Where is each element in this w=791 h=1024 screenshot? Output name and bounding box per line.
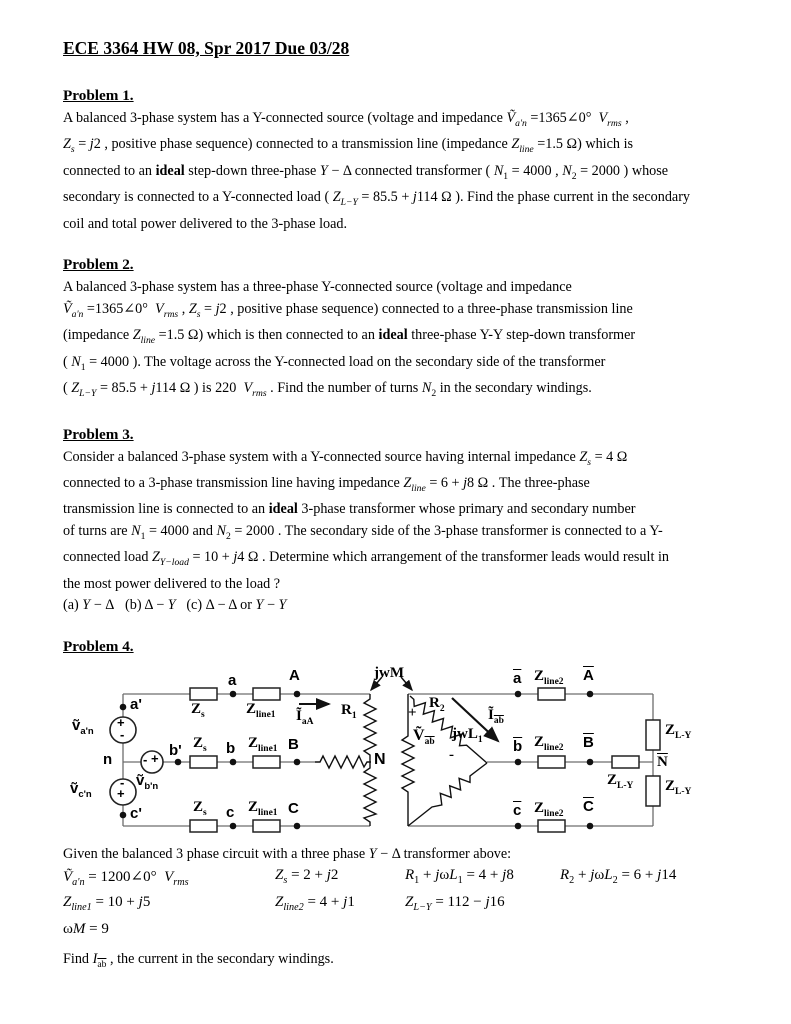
- node-c-prime: [120, 812, 127, 819]
- problem-3-options: (a) Y − Δ (b) Δ − Y (c) Δ − Δ or Y − Y: [63, 597, 287, 614]
- label-zline1-a: $Z_{line1}$: [246, 701, 276, 721]
- given-section: [63, 844, 763, 975]
- label-node-c: c: [226, 804, 235, 822]
- label-vab: Ṽ$_{\overline{ab}}$: [413, 727, 435, 748]
- eq-r2-jwl2: $R_2 + j\omega L_2 = 6 + j14$: [560, 866, 677, 886]
- eq-source-voltage: Ṽ$_{a'n}$ = 1200∠0° $V_{rms}$: [63, 868, 189, 888]
- zly-box-bottom: [646, 776, 660, 806]
- zs-box-a: [190, 688, 217, 700]
- label-current-iaA: $Ĩ_{aA}$: [296, 708, 314, 728]
- label-vcn-minus: -: [120, 775, 125, 791]
- node-a-prime: [120, 704, 127, 711]
- label-van: ṽ$_{a'n}$: [72, 717, 94, 738]
- label-vcn-plus: +: [117, 786, 125, 802]
- zs-box-c: [190, 820, 217, 832]
- label-current-iab: $Ĩ_{\overline{ab}}$: [488, 707, 504, 727]
- secondary-winding-lower: [408, 763, 487, 826]
- label-node-bbar: $\overline{b}$: [513, 738, 523, 756]
- given-intro: Given the balanced 3 phase circuit with a three phase Y − Δ transformer above:: [63, 846, 512, 863]
- given-equations-row-2: [63, 893, 763, 920]
- label-zly-mid: $Z_{L-Y}$: [607, 772, 634, 792]
- label-jwl1: jwL$_1$: [452, 726, 483, 746]
- label-van-plus: +: [117, 715, 125, 731]
- label-node-b: b: [226, 740, 236, 758]
- eq-zline2: $Z_{line2} = 4 + j1$: [275, 893, 355, 913]
- node-Bbar: [587, 759, 594, 766]
- node-abar: [515, 691, 522, 698]
- problem-4-heading: Problem 4.: [63, 638, 134, 656]
- label-N: N: [374, 751, 386, 769]
- primary-winding-mid: [315, 756, 371, 768]
- label-node-A: A: [289, 667, 300, 685]
- label-vbn: ṽ$_{b'n}$: [136, 772, 159, 793]
- zline1-box-c: [253, 820, 280, 832]
- problem-2: [63, 256, 763, 404]
- node-a: [230, 691, 237, 698]
- circuit-diagram: [0, 664, 791, 842]
- label-zline1-b: $Z_{line1}$: [248, 735, 278, 755]
- zline2-box-b: [538, 756, 565, 768]
- node-cbar: [515, 823, 522, 830]
- label-b-prime: b': [169, 742, 182, 760]
- label-node-B: B: [288, 736, 299, 754]
- label-vbn-plus: +: [151, 751, 159, 767]
- label-node-Nbar: $\overline{N}$: [657, 754, 668, 771]
- secondary-bottom-wire: [408, 806, 653, 826]
- label-zs-a: $Z_s$: [191, 701, 205, 721]
- given-equations-row-3: [63, 920, 763, 947]
- primary-winding-lower: [364, 762, 376, 826]
- problem-1-heading: Problem 1.: [63, 87, 134, 104]
- problem-3: [63, 426, 763, 617]
- label-n: n: [103, 751, 113, 769]
- eq-r1-jwl1: $R_1 + j\omega L_1 = 4 + j8$: [405, 866, 514, 886]
- label-a-prime: a': [130, 696, 142, 714]
- label-r1: $R_1$: [341, 702, 357, 722]
- label-zs-c: $Z_s$: [193, 799, 207, 819]
- zline2-box-c: [538, 820, 565, 832]
- problem-4: [63, 638, 763, 975]
- eq-zs: $Z_s = 2 + j2$: [275, 866, 339, 886]
- label-vcn: ṽ$_{c'n}$: [70, 780, 92, 801]
- label-vab-plus: +: [408, 705, 417, 722]
- eq-wm: ωM = 9: [63, 920, 109, 937]
- label-zline1-c: $Z_{line1}$: [248, 799, 278, 819]
- node-b-prime: [175, 759, 182, 766]
- problem-3-heading: Problem 3.: [63, 425, 134, 443]
- label-zly-bottom: $Z_{L-Y}$: [665, 778, 692, 798]
- problem-2-heading: Problem 2.: [63, 256, 134, 274]
- label-node-cbar: $\overline{c}$: [513, 802, 522, 820]
- label-zline2-c: $Z_{line2}$: [534, 800, 564, 820]
- zline1-box-b: [253, 756, 280, 768]
- node-C: [294, 823, 301, 830]
- label-van-minus: -: [120, 727, 125, 743]
- zline2-box-a: [538, 688, 565, 700]
- problem-2-body: A balanced 3-phase system has a three-phase Y-connected source (voltage and impedance Ṽ$_{a'n}$ =1365∠0° $V_{rms}$ , $Z_s = j2$ , positive phase sequence) connected to a three-phase transmission line (impedance $Z_{line} =1.5$ Ω) which is then connected to an ideal three-phase Y-Y step-down transformer ( $N_1 = 4000$ ). The voltage across the Y-connected load on the secondary side of the transformer ( $Z_{L-Y} = 85.5 + j114$ Ω ) is 220 $V_{rms}$ . Find the number of turns $N_2$ in the secondary windings.: [63, 279, 636, 399]
- zly-box-top: [646, 720, 660, 750]
- eq-zline1: $Z_{line1} = 10 + j5$: [63, 893, 151, 913]
- problem-1-body: A balanced 3-phase system has a Y-connected source (voltage and impedance Ṽ$_{a'n}$ =1365∠0° $V_{rms}$ , $Z_s = j2$ , positive phase sequence) connected to a transmission line (impedance $Z_{line} =1.5$ Ω) which is connected to an ideal step-down three-phase Y − Δ connected transformer ( $N_1 = 4000$ , $N_2 = 2000$ ) whose secondary is connected to a Y-connected load ( $Z_{L-Y} = 85.5 + j114$ Ω ). Find the phase current in the secondary coil and total power delivered to the 3-phase load.: [63, 110, 691, 232]
- label-node-Abar: $\overline{A}$: [583, 667, 594, 685]
- zline1-box-a: [253, 688, 280, 700]
- label-node-abar: $\overline{a}$: [513, 670, 522, 688]
- label-jwm: jwM: [374, 665, 404, 682]
- label-vab-minus: -: [449, 747, 454, 764]
- find-statement: Find $I_{\overline{ab}}$ , the current in the secondary windings.: [63, 950, 334, 970]
- zs-box-b: [190, 756, 217, 768]
- node-A: [294, 691, 301, 698]
- zly-box-mid: [612, 756, 639, 768]
- label-zly-top: $Z_{L-Y}$: [665, 722, 692, 742]
- node-b: [230, 759, 237, 766]
- circuit-svg: [0, 664, 791, 842]
- problem-3-body: Consider a balanced 3-phase system with a Y-connected source having internal impedance $Z_s = 4$ Ω connected to a 3-phase transmission line having impedance $Z_{line} = 6 + j8$ Ω . The three-phase transmission line is connected to an ideal 3-phase transformer whose primary and secondary number of turns are $N_1 = 4000$ and $N_2 = 2000$ . The secondary side of the 3-phase transformer is connected to a Y- connected load $Z_{Y-load} = 10 + j4$ Ω . Determine which arrangement of the transformer leads would result in the most power delivered to the load ?: [63, 448, 669, 592]
- node-Abar: [587, 691, 594, 698]
- label-zline2-b: $Z_{line2}$: [534, 734, 564, 754]
- label-node-Bbar: $\overline{B}$: [583, 734, 594, 752]
- node-bbar: [515, 759, 522, 766]
- given-equations-row-1: [63, 866, 763, 893]
- label-r2: $R_2$: [429, 695, 445, 715]
- node-c: [230, 823, 237, 830]
- label-zs-b: $Z_s$: [193, 735, 207, 755]
- label-c-prime: c': [130, 805, 142, 823]
- label-node-Cbar: $\overline{C}$: [583, 798, 594, 816]
- label-vbn-minus: -: [143, 752, 148, 768]
- label-node-C: C: [288, 800, 299, 818]
- node-Cbar: [587, 823, 594, 830]
- document-title: ECE 3364 HW 08, Spr 2017 Due 03/28: [63, 38, 350, 58]
- label-node-a: a: [228, 672, 237, 690]
- eq-zly: $Z_{L-Y} = 112 - j16$: [405, 893, 505, 913]
- node-B: [294, 759, 301, 766]
- problem-1: [63, 87, 763, 235]
- label-zline2-a: $Z_{line2}$: [534, 668, 564, 688]
